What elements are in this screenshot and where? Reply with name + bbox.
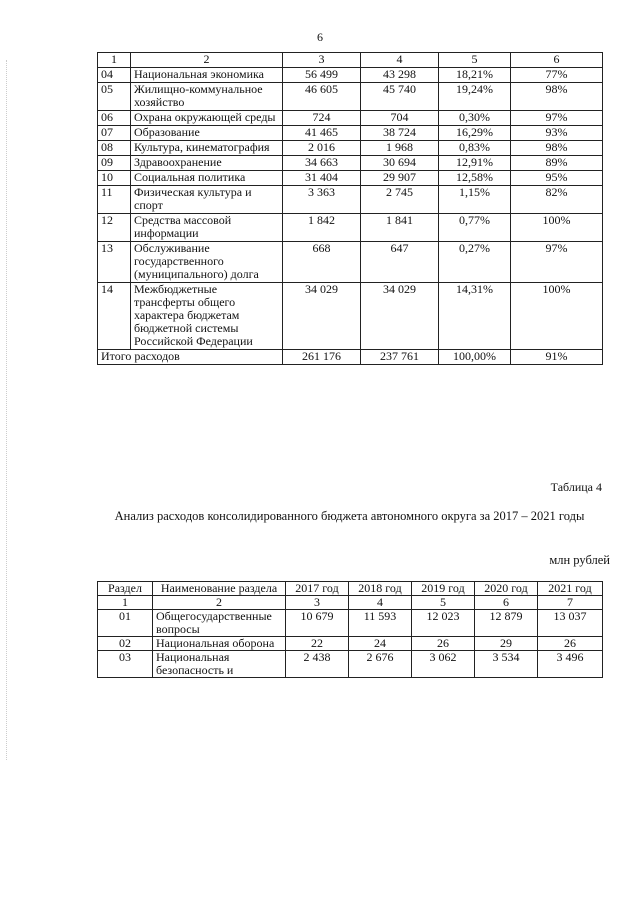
year-header-cell: 2021 год xyxy=(538,582,603,596)
section-code-cell: 10 xyxy=(98,171,131,186)
value-2019-cell: 26 xyxy=(412,637,475,651)
planned-cell: 724 xyxy=(283,111,361,126)
year-header-cell: 2020 год xyxy=(475,582,538,596)
execution-cell: 100% xyxy=(511,214,603,242)
actual-cell: 1 968 xyxy=(361,141,439,156)
year-header-cell: 2019 год xyxy=(412,582,475,596)
column-number-cell: 4 xyxy=(361,53,439,68)
table-row xyxy=(98,651,603,678)
actual-cell: 704 xyxy=(361,111,439,126)
table-row xyxy=(98,214,603,242)
column-number-cell: 1 xyxy=(98,53,131,68)
total-execution-cell: 91% xyxy=(511,350,603,365)
execution-cell: 77% xyxy=(511,68,603,83)
share-cell: 14,31% xyxy=(439,283,511,350)
value-2018-cell: 11 593 xyxy=(349,610,412,637)
total-label-cell: Итого расходов xyxy=(98,350,283,365)
year-header-cell: 2018 год xyxy=(349,582,412,596)
column-number-cell: 3 xyxy=(283,53,361,68)
section-name-cell: Здравоохранение xyxy=(131,156,283,171)
column-number-cell: 5 xyxy=(412,596,475,610)
planned-cell: 668 xyxy=(283,242,361,283)
section-code-cell: 01 xyxy=(98,610,153,637)
section-name-cell: Жилищно-коммунальное хозяйство xyxy=(131,83,283,111)
execution-cell: 89% xyxy=(511,156,603,171)
value-2021-cell: 3 496 xyxy=(538,651,603,678)
section-name-cell: Национальная безопасность и xyxy=(153,651,286,678)
planned-cell: 34 029 xyxy=(283,283,361,350)
execution-cell: 98% xyxy=(511,141,603,156)
planned-cell: 31 404 xyxy=(283,171,361,186)
planned-cell: 1 842 xyxy=(283,214,361,242)
section-name-cell: Межбюджетные трансферты общего характера бюджетам бюджетной системы Российской Федерации xyxy=(131,283,283,350)
value-2017-cell: 2 438 xyxy=(286,651,349,678)
actual-cell: 1 841 xyxy=(361,214,439,242)
section-name-cell: Физическая культура и спорт xyxy=(131,186,283,214)
value-2018-cell: 2 676 xyxy=(349,651,412,678)
total-planned-cell: 261 176 xyxy=(283,350,361,365)
table-row xyxy=(98,141,603,156)
section-code-cell: 07 xyxy=(98,126,131,141)
column-number-cell: 6 xyxy=(475,596,538,610)
execution-cell: 98% xyxy=(511,83,603,111)
execution-cell: 95% xyxy=(511,171,603,186)
share-cell: 16,29% xyxy=(439,126,511,141)
share-cell: 1,15% xyxy=(439,186,511,214)
table-row xyxy=(98,637,603,651)
value-2021-cell: 13 037 xyxy=(538,610,603,637)
column-number-cell: 1 xyxy=(98,596,153,610)
share-cell: 19,24% xyxy=(439,83,511,111)
section-code-cell: 06 xyxy=(98,111,131,126)
actual-cell: 38 724 xyxy=(361,126,439,141)
value-2020-cell: 29 xyxy=(475,637,538,651)
column-number-cell: 2 xyxy=(131,53,283,68)
table-label: Таблица 4 xyxy=(550,480,602,494)
section-code-cell: 09 xyxy=(98,156,131,171)
table-row xyxy=(98,171,603,186)
value-2018-cell: 24 xyxy=(349,637,412,651)
actual-cell: 29 907 xyxy=(361,171,439,186)
value-2020-cell: 3 534 xyxy=(475,651,538,678)
section-name-cell: Общегосударственные вопросы xyxy=(153,610,286,637)
table-row xyxy=(98,186,603,214)
table-row xyxy=(98,126,603,141)
section-name-cell: Образование xyxy=(131,126,283,141)
total-row xyxy=(98,350,603,365)
section-name-cell: Обслуживание государственного (муниципального) долга xyxy=(131,242,283,283)
share-cell: 12,91% xyxy=(439,156,511,171)
column-number-cell: 7 xyxy=(538,596,603,610)
value-2017-cell: 10 679 xyxy=(286,610,349,637)
execution-cell: 82% xyxy=(511,186,603,214)
section-code-cell: 08 xyxy=(98,141,131,156)
section-code-cell: 04 xyxy=(98,68,131,83)
table-row xyxy=(98,68,603,83)
section-code-cell: 14 xyxy=(98,283,131,350)
execution-cell: 100% xyxy=(511,283,603,350)
value-2017-cell: 22 xyxy=(286,637,349,651)
column-number-cell: 6 xyxy=(511,53,603,68)
execution-cell: 93% xyxy=(511,126,603,141)
actual-cell: 34 029 xyxy=(361,283,439,350)
table-row xyxy=(98,283,603,350)
section-header-cell: Раздел xyxy=(98,582,153,596)
execution-cell: 97% xyxy=(511,111,603,126)
header-row xyxy=(98,582,603,596)
value-2021-cell: 26 xyxy=(538,637,603,651)
planned-cell: 2 016 xyxy=(283,141,361,156)
expenses-table xyxy=(97,52,603,365)
actual-cell: 647 xyxy=(361,242,439,283)
section-code-cell: 11 xyxy=(98,186,131,214)
column-number-cell: 4 xyxy=(349,596,412,610)
actual-cell: 30 694 xyxy=(361,156,439,171)
section-code-cell: 02 xyxy=(98,637,153,651)
planned-cell: 41 465 xyxy=(283,126,361,141)
section-name-cell: Социальная политика xyxy=(131,171,283,186)
planned-cell: 3 363 xyxy=(283,186,361,214)
table-title: Анализ расходов консолидированного бюджета автономного округа за 2017 – 2021 годы xyxy=(114,509,585,523)
actual-cell: 2 745 xyxy=(361,186,439,214)
column-number-cell: 5 xyxy=(439,53,511,68)
actual-cell: 43 298 xyxy=(361,68,439,83)
share-cell: 0,83% xyxy=(439,141,511,156)
value-2019-cell: 12 023 xyxy=(412,610,475,637)
share-cell: 0,77% xyxy=(439,214,511,242)
unit-label: млн рублей xyxy=(549,553,610,567)
total-share-cell: 100,00% xyxy=(439,350,511,365)
section-name-cell: Культура, кинематография xyxy=(131,141,283,156)
header-row xyxy=(98,53,603,68)
planned-cell: 56 499 xyxy=(283,68,361,83)
section-name-cell: Средства массовой информации xyxy=(131,214,283,242)
scan-margin-marks xyxy=(6,60,9,760)
name-header-cell: Наименование раздела xyxy=(153,582,286,596)
section-name-cell: Национальная оборона xyxy=(153,637,286,651)
table-row xyxy=(98,111,603,126)
share-cell: 12,58% xyxy=(439,171,511,186)
planned-cell: 34 663 xyxy=(283,156,361,171)
table-row xyxy=(98,242,603,283)
column-number-cell: 2 xyxy=(153,596,286,610)
section-code-cell: 12 xyxy=(98,214,131,242)
column-number-row xyxy=(98,596,603,610)
section-name-cell: Охрана окружающей среды xyxy=(131,111,283,126)
planned-cell: 46 605 xyxy=(283,83,361,111)
page-number: 6 xyxy=(317,30,323,44)
actual-cell: 45 740 xyxy=(361,83,439,111)
section-name-cell: Национальная экономика xyxy=(131,68,283,83)
consolidated-budget-table xyxy=(97,581,603,678)
share-cell: 0,30% xyxy=(439,111,511,126)
total-actual-cell: 237 761 xyxy=(361,350,439,365)
section-code-cell: 03 xyxy=(98,651,153,678)
value-2019-cell: 3 062 xyxy=(412,651,475,678)
table-row xyxy=(98,83,603,111)
table-row xyxy=(98,156,603,171)
share-cell: 18,21% xyxy=(439,68,511,83)
section-code-cell: 13 xyxy=(98,242,131,283)
section-code-cell: 05 xyxy=(98,83,131,111)
execution-cell: 97% xyxy=(511,242,603,283)
column-number-cell: 3 xyxy=(286,596,349,610)
year-header-cell: 2017 год xyxy=(286,582,349,596)
share-cell: 0,27% xyxy=(439,242,511,283)
value-2020-cell: 12 879 xyxy=(475,610,538,637)
table-row xyxy=(98,610,603,637)
